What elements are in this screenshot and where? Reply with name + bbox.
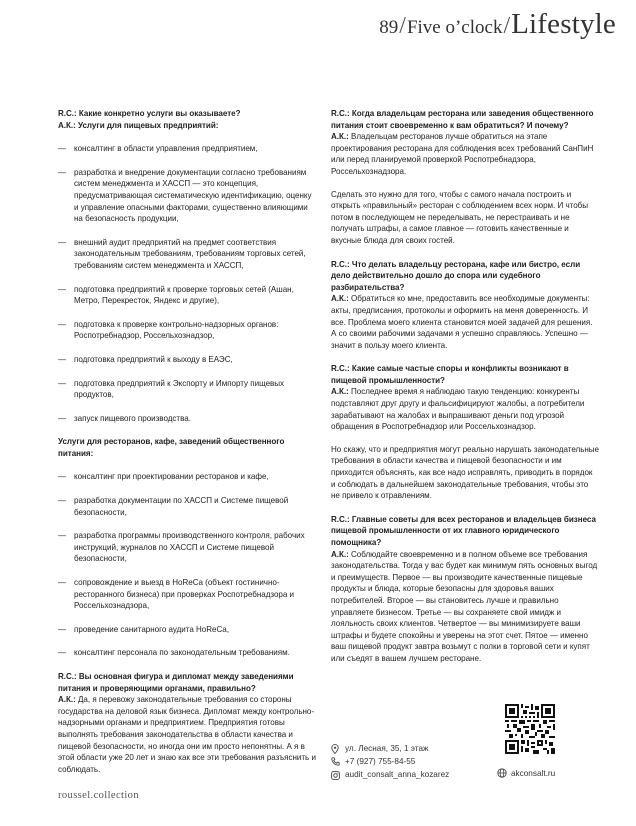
list-item: — консалтинг персонала по законодательным требованиям. [58, 648, 290, 658]
header-slash: / [503, 13, 511, 39]
phone-text[interactable]: +7 (927) 755-84-55 [345, 757, 416, 767]
answer: А.К.: Последнее время я наблюдаю такую тенденцию: конкуренты подставляют друг другу и фальсифицируют жалобы, а потребители зарабатывают на жалобах и выпрашивают деньги под угрозой обращения в Роспотребнадзор или Россельхознадзор. [331, 387, 585, 432]
list-item: — подготовка к проверке контрольно-надзорных органов: Роспотребнадзор, Россельхознадзор, [58, 319, 279, 341]
list-item: — разработка документации по ХАССП и Системе пищевой безопасности, [58, 496, 289, 517]
question: R.C.: Когда владельцам ресторана или заведения общественного питания стоит своевременно к вам обратиться? И почему? [331, 109, 594, 130]
question: R.C.: Вы основная фигура и дипломат между заведениями питания и проверяющими органами, правильно? [58, 672, 294, 693]
address-row [331, 742, 449, 755]
list-item: — внешний аудит предприятий на предмет соответствия законодательным требованиям, требованиям торговых сетей, требованиям систем менеджмента и ХАССП, [58, 237, 306, 270]
paragraph: Сделать это нужно для того, чтобы с самого начала построить и открыть «правильный» ресторан с соблюдением всех норм. И чтобы потом в последующем не переделывать, не перестраивать и не получать штрафы, а самое главное — готовить качественные и вкусные блюда для своих гостей. [331, 189, 589, 245]
question: R.C.: Какие конкретно услуги вы оказываете? [58, 109, 241, 118]
phone-icon [331, 757, 345, 766]
answer: А.К.: Соблюдайте своевременно и в полном объеме все требования законодательства. Тогда у вас будет как минимум пять основных выгод и преимуществ. Первое — вы производите качественные пищевые продукты и блюда, которые безопасны для здоровья ваших потребителей. Второе — вы становитесь лучше и правильно управляете бизнесом. Третье — вы сохраняете свой имидж и лояльность своих клиентов. Четвертое — вы минимизируете ваши штрафы и будете спокойны и уверены на этот счет. Пятое — именно ваш пищевой продукт завтра возьмут с полки в торговой сети и купят или съедят в вашем лучшем ресторане. [331, 549, 598, 663]
category-title: Lifestyle [511, 8, 616, 40]
answer: А.К.: Владельцам ресторанов лучше обратиться на этапе проектирования ресторана для соблюдения всех требований СанПиН или перед планируемой проверкой Роспотребнадзора, Россельхознадзора. [331, 132, 594, 176]
right-column [331, 108, 599, 665]
header-slash: / [399, 13, 406, 39]
phone-row[interactable] [331, 755, 449, 768]
left-column [58, 108, 316, 775]
location-pin-icon [331, 744, 345, 754]
contacts-block [331, 742, 449, 782]
list-item: — подготовка предприятий к Экспорту и Импорту пищевых продуктов, [58, 378, 285, 400]
list-item: — проведение санитарного аудита HoReCa, [58, 624, 229, 634]
page-header [379, 8, 616, 41]
question: R.C.: Главные советы для всех ресторанов и владельцев бизнеса пищевой промышленности от их главного юридического помощника? [331, 514, 596, 547]
globe-icon [497, 768, 511, 778]
list-item: — консалтинг в области управления предприятием, [58, 144, 258, 154]
answer-heading: А.К.: Услуги для пищевых предприятий: [58, 120, 219, 130]
question: R.C.: Какие самые частые споры и конфликты возникают в пищевой промышленности? [331, 364, 569, 385]
subheading: Услуги для ресторанов, кафе, заведений общественного питания: [58, 437, 285, 458]
qr-code-icon[interactable] [505, 704, 555, 754]
list-item: — подготовка предприятий к проверке торговых сетей (Ашан, Метро, Перекресток, Яндекс и другие), [58, 284, 294, 306]
list-item: — разработка и внедрение документации согласно требованиям систем менеджмента и ХАССП — это концепция, предусматривающая систематическую идентификацию, оценку и управление опасными факторами, существенно влияющими на безопасность продукции, [58, 167, 312, 224]
question: R.C.: Что делать владельцу ресторана, кафе или бистро, если дело действительно дошло до спора или судебного разбирательства? [331, 259, 581, 292]
website-row[interactable] [497, 768, 555, 778]
list-item: — запуск пищевого производства. [58, 413, 191, 423]
paragraph: Но скажу, что и предприятия могут реально нарушать законодательные требования в области качества и пищевой безопасности и им приходится объяснять, как все надо исправлять, приводить в порядок и соблюдать в дальнейшем законодательные требования, чтобы это не привело к отравлениям. [331, 444, 600, 501]
answer: А.К.: Обратиться ко мне, предоставить все необходимые документы: акты, предписания, протоколы и оформить на меня доверенность. И все. Проблема моего клиента становится моей задачей для решения. А со своими рабочими задачами я успешно справляюсь. Успешно — значит в пользу моего клиента. [331, 294, 593, 350]
website-link[interactable]: akconsalt.ru [511, 768, 556, 778]
list-item: — сопровождение и выезд в HoReCa (объект гостинично-ресторанного бизнеса) при проверках Роспотребнадзора и Россельхознадзора, [58, 578, 295, 611]
list-item: — консалтинг при проектировании ресторанов и кафе, [58, 472, 269, 482]
list-item: — разработка программы производственного контроля, рабочих инструкций, журналов по ХАССП и Системе пищевой безопасности, [58, 531, 305, 564]
instagram-icon [331, 771, 345, 780]
instagram-text[interactable]: audit_consalt_anna_kozarez [345, 770, 450, 780]
list-item: — подготовка предприятий к выходу в ЕАЭС, [58, 354, 233, 364]
footer-brand: roussel.collection [58, 790, 139, 801]
section-title: Five o’clock [406, 17, 503, 38]
page-number: 89 [379, 17, 399, 38]
address-text: ул. Лесная, 35, 1 этаж [345, 744, 429, 753]
instagram-row[interactable] [331, 768, 449, 781]
answer: А.К.: Да, я перевожу законодательные требования со стороны государства на деловой язык бизнеса. Дипломат между контрольно-надзорными органами и предприятием. Предприятия готовы выполнять требования законодательства в области качества и пищевой безопасности, но иногда они им просто непонятны. А я в этой области уже 20 лет и знаю как все эти требования разъяснить и соблюдать. [58, 695, 316, 774]
